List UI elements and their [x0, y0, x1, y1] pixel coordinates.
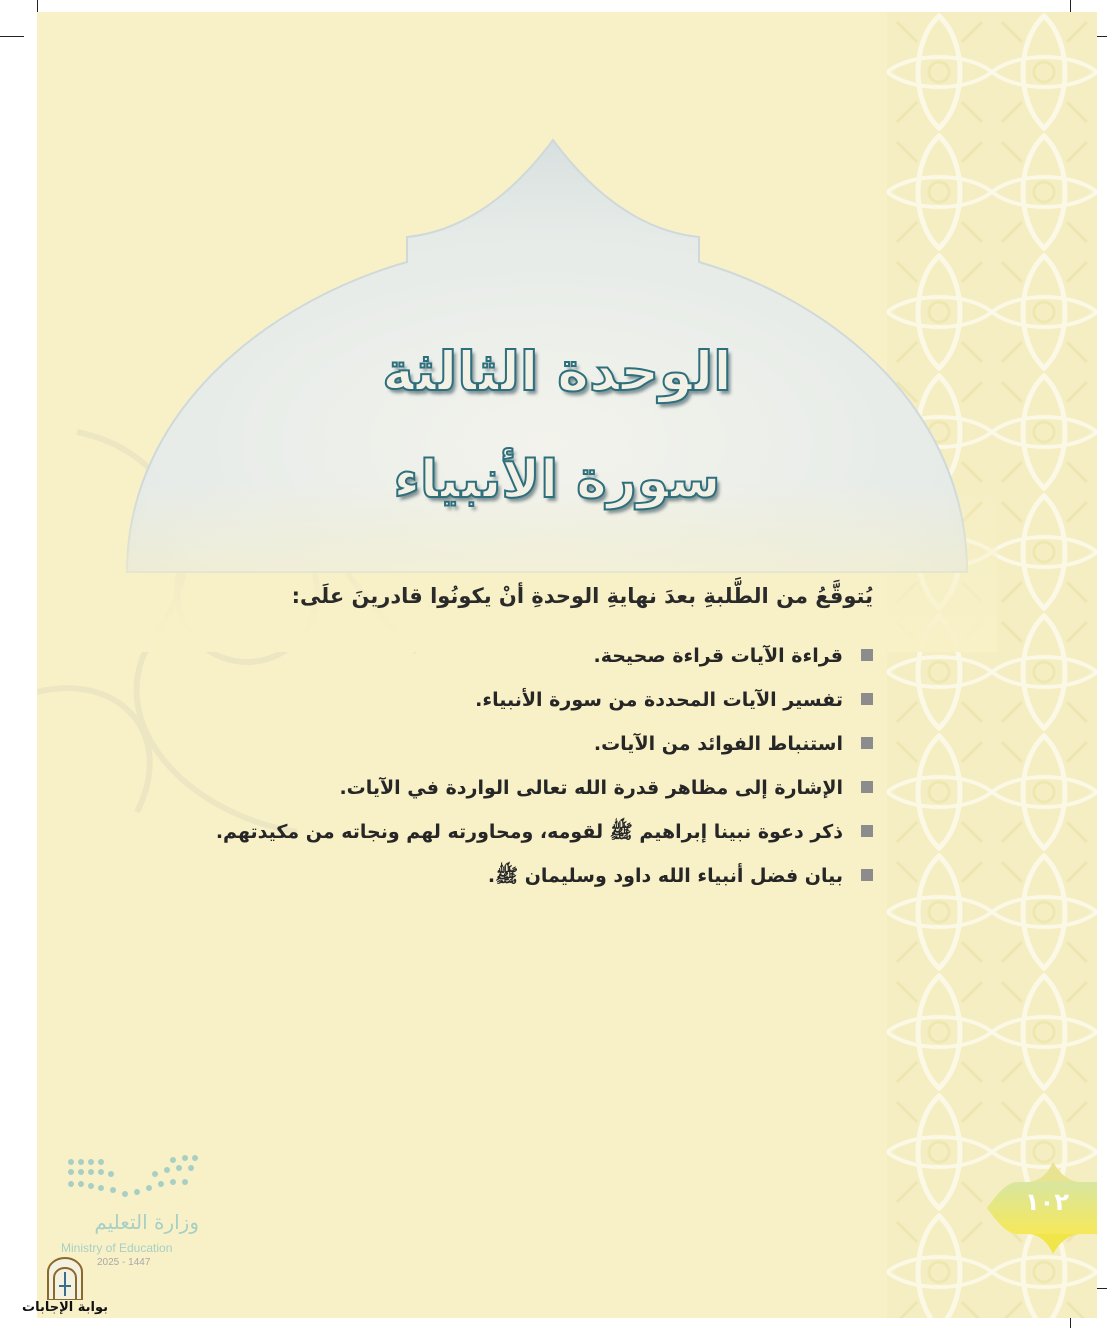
objectives-list — [213, 634, 873, 898]
ministry-name-english: Ministry of Education — [61, 1241, 173, 1255]
square-bullet-icon — [861, 825, 873, 837]
ministry-logo-icon — [61, 1152, 201, 1212]
dome-frame — [37, 12, 1097, 652]
objective-text: الإشارة إلى مظاهر قدرة الله تعالى الواردة في الآيات. — [339, 777, 843, 799]
book-page — [37, 12, 1097, 1318]
page-number: ١٠٢ — [1025, 1188, 1069, 1216]
objectives-intro: يُتوقَّعُ من الطَّلبةِ بعدَ نهايةِ الوحدةِ أنْ يكونُوا قادرينَ علَى: — [291, 584, 873, 608]
square-bullet-icon — [861, 781, 873, 793]
square-bullet-icon — [861, 869, 873, 881]
square-bullet-icon — [861, 693, 873, 705]
objective-text: استنباط الفوائد من الآيات. — [593, 733, 843, 755]
square-bullet-icon — [861, 649, 873, 661]
list-item — [213, 678, 873, 722]
objective-text: قراءة الآيات قراءة صحيحة. — [593, 645, 843, 667]
surah-title: سورة الأنبياء — [393, 450, 721, 510]
objective-text: ذكر دعوة نبينا إبراهيم ﷺ لقومه، ومحاورته لهم ونجاته من مكيدتهم. — [215, 821, 843, 843]
ministry-year: 2025 - 1447 — [97, 1257, 151, 1268]
watermark-label: بوابة الإجابات — [22, 1300, 108, 1315]
list-item — [213, 766, 873, 810]
square-bullet-icon — [861, 737, 873, 749]
objective-text: بيان فضل أنبياء الله داود وسليمان ﷺ. — [487, 865, 843, 887]
list-item — [213, 854, 873, 898]
list-item — [213, 634, 873, 678]
list-item — [213, 722, 873, 766]
list-item — [213, 810, 873, 854]
unit-title: الوحدة الثالثة — [382, 340, 732, 403]
crop-mark — [0, 36, 24, 37]
objective-text: تفسير الآيات المحددة من سورة الأنبياء. — [475, 689, 843, 711]
mosque-watermark-icon — [44, 1256, 86, 1300]
ministry-name-arabic: وزارة التعليم — [94, 1210, 199, 1234]
